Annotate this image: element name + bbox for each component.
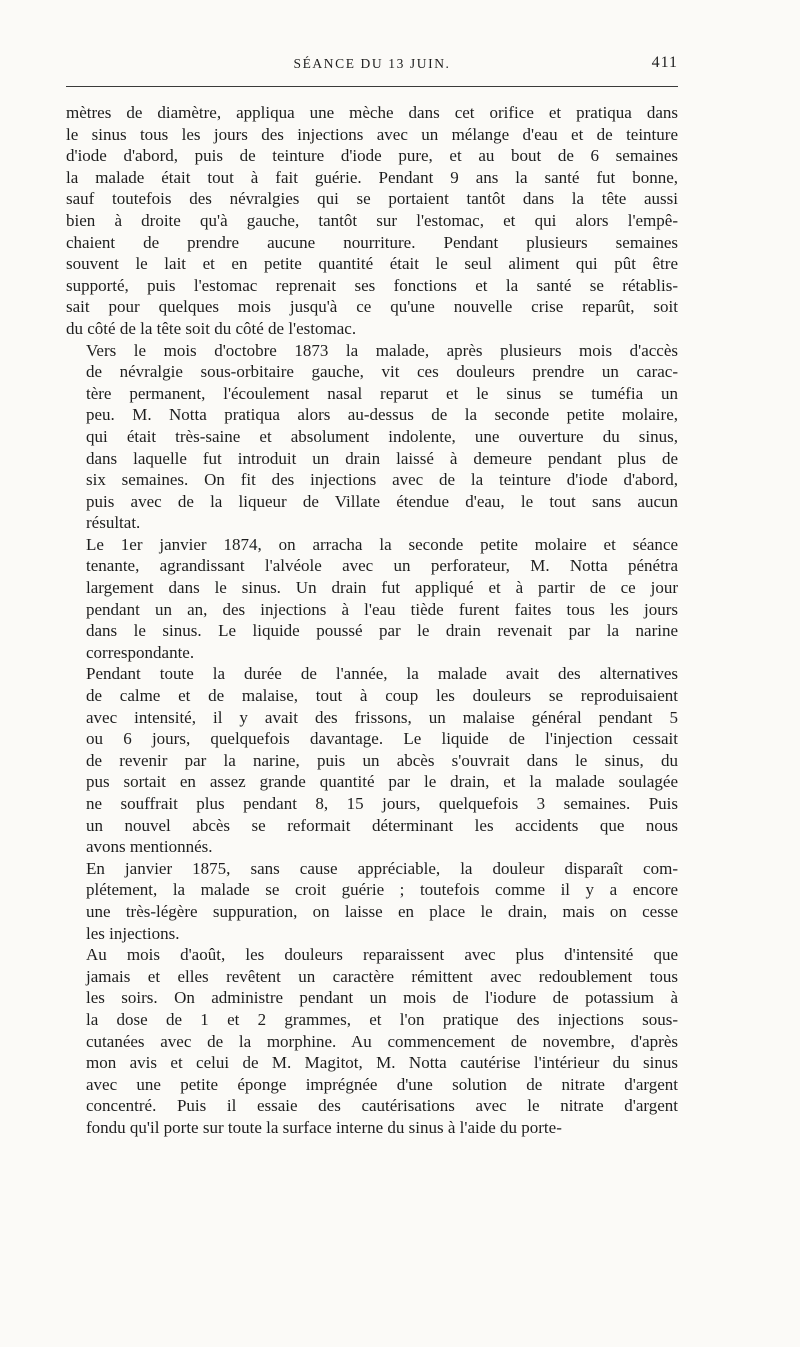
text-line: dans le sinus. Le liquide poussé par le drain revenait par la narine bbox=[86, 621, 678, 641]
text-line: dans laquelle fut introduit un drain laissé à demeure pendant plus de bbox=[86, 448, 678, 468]
text-line: chaient de prendre aucune nourriture. Pendant plusieurs semaines bbox=[66, 232, 678, 252]
text-line: tère permanent, l'écoulement nasal reparut et le sinus se tuméfia un bbox=[86, 383, 678, 403]
text-line: mètres de diamètre, appliqua une mèche dans cet orifice et pratiqua dans bbox=[66, 103, 678, 122]
text-line: résultat. bbox=[86, 513, 141, 533]
text-line: souvent le lait et en petite quantité était le seul aliment qui pût être bbox=[66, 254, 678, 274]
text-line: concentré. Puis il essaie des cautérisations avec le nitrate d'argent bbox=[86, 1096, 678, 1116]
text-line: cutanées avec de la morphine. Au commencement de novembre, d'après bbox=[86, 1031, 678, 1051]
paragraph bbox=[66, 340, 678, 534]
text-line: Pendant toute la durée de l'année, la malade avait des alternatives bbox=[86, 664, 678, 684]
text-line: de névralgie sous-orbitaire gauche, vit ces douleurs prendre un carac- bbox=[86, 362, 678, 382]
text-line: du côté de la tête soit du côté de l'estomac. bbox=[66, 318, 357, 338]
text-line: un nouvel abcès se reformait déterminant les accidents que nous bbox=[86, 815, 678, 835]
text-line: pus sortait en assez grande quantité par le drain, et la malade soulagée bbox=[86, 772, 678, 792]
text-line: le sinus tous les jours des injections avec un mélange d'eau et de teinture bbox=[66, 124, 678, 144]
text-line: sauf toutefois des névralgies qui se portaient tantôt dans la tête aussi bbox=[66, 189, 678, 209]
text-line: six semaines. On fit des injections avec de la teinture d'iode d'abord, bbox=[86, 470, 678, 490]
text-line: ou 6 jours, quelquefois davantage. Le liquide de l'injection cessait bbox=[86, 729, 678, 749]
paragraph bbox=[66, 102, 678, 340]
text-line: largement dans le sinus. Un drain fut appliqué et à partir de ce jour bbox=[86, 578, 678, 598]
header-rule bbox=[66, 86, 678, 87]
text-line: correspondante. bbox=[86, 642, 195, 662]
text-line: avec intensité, il y avait des frissons, un malaise général pendant 5 bbox=[86, 707, 678, 727]
text-line: peu. M. Notta pratiqua alors au-dessus de la seconde petite molaire, bbox=[86, 405, 678, 425]
text-line: de revenir par la narine, puis un abcès s'ouvrait dans le sinus, du bbox=[86, 750, 678, 770]
paragraph bbox=[66, 944, 678, 1138]
text-line: de calme et de malaise, tout à coup les douleurs se reproduisaient bbox=[86, 686, 678, 706]
text-line: Le 1er janvier 1874, on arracha la seconde petite molaire et séance bbox=[86, 534, 678, 554]
text-line: En janvier 1875, sans cause appréciable, la douleur disparaît com- bbox=[86, 858, 678, 878]
text-line: supporté, puis l'estomac reprenait ses fonctions et la santé se rétablis- bbox=[66, 275, 678, 295]
text-line: Vers le mois d'octobre 1873 la malade, après plusieurs mois d'accès bbox=[86, 340, 678, 360]
text-line: la malade était tout à fait guérie. Pendant 9 ans la santé fut bonne, bbox=[66, 167, 678, 187]
paragraph bbox=[66, 534, 678, 664]
text-line: les injections. bbox=[86, 923, 180, 943]
page-number: 411 bbox=[651, 54, 678, 71]
text-line: tenante, agrandissant l'alvéole avec un perforateur, M. Notta pénétra bbox=[86, 556, 678, 576]
text-line: ne souffrait plus pendant 8, 15 jours, quelquefois 3 semaines. Puis bbox=[86, 794, 678, 813]
text-line: pendant un an, des injections à l'eau tiède furent faites tous les jours bbox=[86, 599, 678, 619]
text-line: Au mois d'août, les douleurs reparaissent avec plus d'intensité que bbox=[86, 945, 678, 965]
text-line: plétement, la malade se croit guérie ; toutefois comme il y a encore bbox=[86, 880, 678, 900]
header-title: SÉANCE DU 13 JUIN. bbox=[293, 56, 451, 71]
text-line: les soirs. On administre pendant un mois de l'iodure de potassium à bbox=[86, 988, 678, 1008]
text-line: avec une petite éponge imprégnée d'une solution de nitrate d'argent bbox=[86, 1074, 678, 1094]
text-line: avons mentionnés. bbox=[86, 837, 213, 857]
text-line: une très-légère suppuration, on laisse en place le drain, mais on cesse bbox=[86, 901, 678, 921]
text-line: sait pour quelques mois jusqu'à ce qu'une nouvelle crise reparût, soit bbox=[66, 297, 678, 317]
paragraph bbox=[66, 858, 678, 944]
text-line: d'iode d'abord, puis de teinture d'iode pure, et au bout de 6 semaines bbox=[66, 146, 678, 166]
text-line: qui était très-saine et absolument indolente, une ouverture du sinus, bbox=[86, 426, 678, 446]
text-line: fondu qu'il porte sur toute la surface interne du sinus à l'aide du porte- bbox=[86, 1117, 562, 1137]
paragraph bbox=[66, 663, 678, 857]
text-line: jamais et elles revêtent un caractère rémittent avec redoublement tous bbox=[86, 966, 678, 986]
text-line: la dose de 1 et 2 grammes, et l'on pratique des injections sous- bbox=[86, 1009, 678, 1029]
text-line: bien à droite qu'à gauche, tantôt sur l'estomac, et qui alors l'empê- bbox=[66, 210, 678, 230]
text-line: puis avec de la liqueur de Villate étendue d'eau, le tout sans aucun bbox=[86, 491, 678, 511]
body-text bbox=[66, 102, 678, 1139]
running-header bbox=[66, 56, 678, 80]
text-line: mon avis et celui de M. Magitot, M. Notta cautérise l'intérieur du sinus bbox=[86, 1053, 678, 1073]
